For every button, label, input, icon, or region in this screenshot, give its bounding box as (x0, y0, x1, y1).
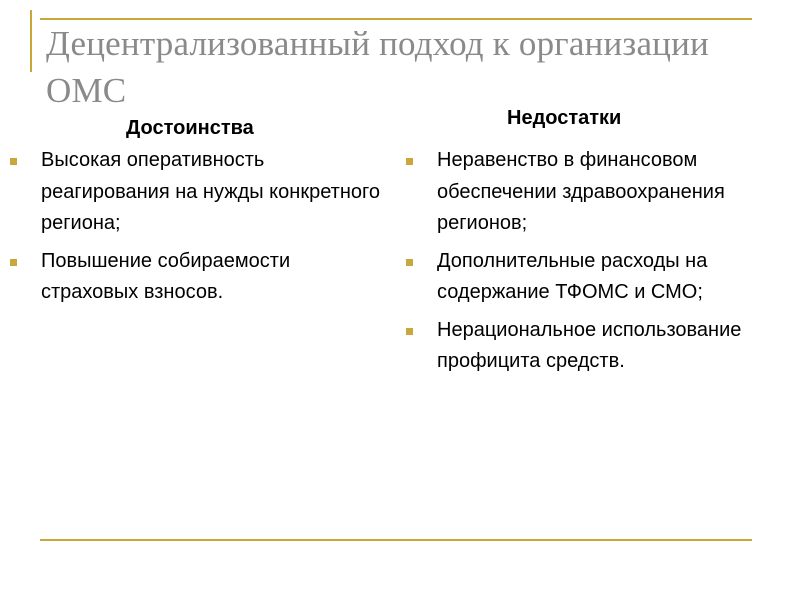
square-bullet-icon (406, 158, 413, 165)
list-item-text: Дополнительные расходы на содержание ТФОМС и СМО; (437, 249, 708, 303)
list-item (10, 246, 390, 309)
list-item (406, 246, 800, 309)
list-item (406, 315, 800, 378)
advantages-heading: Достоинства (126, 117, 254, 139)
title-accent-bar (30, 10, 32, 72)
square-bullet-icon (10, 158, 17, 165)
list-item-text: Повышение собираемости страховых взносов. (41, 249, 291, 303)
slide-title: Децентрализованный подход к организации ОМС (46, 24, 709, 110)
list-item (406, 145, 800, 240)
square-bullet-icon (406, 259, 413, 266)
square-bullet-icon (406, 328, 413, 335)
disadvantages-heading: Недостатки (507, 107, 622, 129)
list-item (10, 145, 390, 240)
bottom-rule (40, 539, 752, 541)
disadvantages-list (406, 145, 800, 384)
square-bullet-icon (10, 259, 17, 266)
advantages-list (10, 145, 390, 315)
list-item-text: Неравенство в финансовом обеспечении здравоохранения регионов; (437, 149, 725, 234)
list-item-text: Высокая оперативность реагирования на нужды конкретного региона; (41, 149, 380, 234)
list-item-text: Нерациональное использование профицита средств. (437, 318, 742, 372)
